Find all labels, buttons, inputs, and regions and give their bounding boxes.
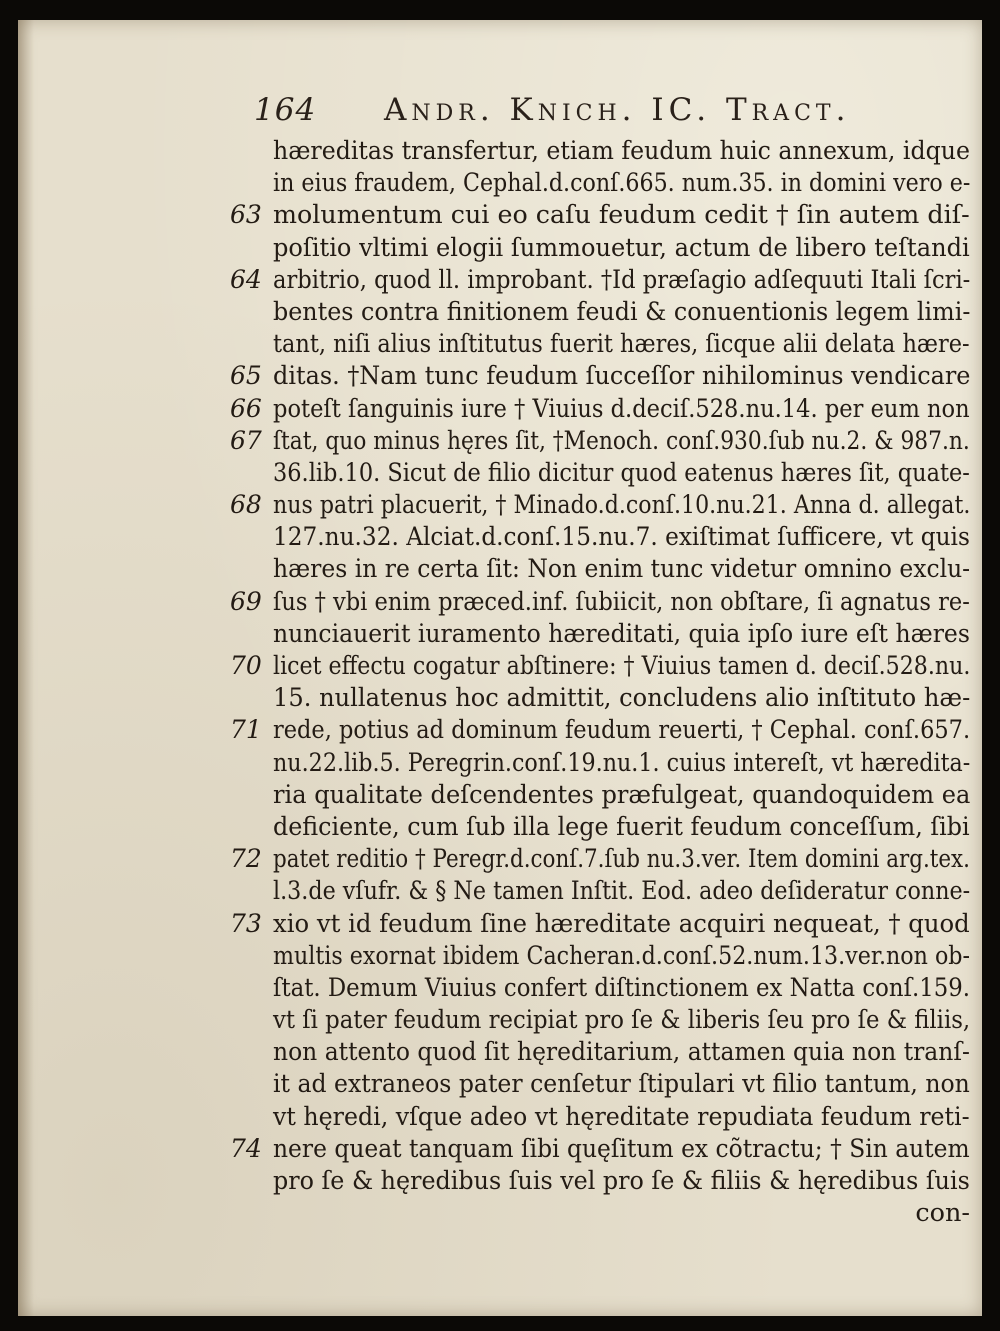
running-head: Andr. Knich. IC. Tract. <box>384 92 851 128</box>
line-text: rede, potius ad dominum feudum reuerti, † Cephal. conſ.657. <box>273 715 971 746</box>
line-text: arbitrio, quod ll. improbant. †Id præſagio adſequuti Itali ſcri- <box>273 264 971 295</box>
line-text: multis exornat ibidem Cacheran.d.conſ.52.num.13.ver.non ob- <box>273 940 970 971</box>
line-text: ſtat, quo minus hęres ſit, †Menoch. conſ.930.ſub nu.2. & 987.n. <box>273 425 970 456</box>
line-text: non attento quod ſit hęreditarium, attamen quia non tranſ- <box>273 1037 970 1068</box>
margin-note-number: 67 <box>230 425 262 455</box>
margin-note-number: 69 <box>230 586 262 616</box>
text-line <box>230 811 970 843</box>
line-text: poſitio vltimi elogii ſummouetur, actum de libero teſtandi <box>273 232 970 263</box>
text-line <box>230 1004 970 1036</box>
line-text: deficiente, cum ſub illa lege fuerit feudum conceſſum, ſibi <box>273 811 970 842</box>
text-line <box>230 360 970 392</box>
text-line <box>230 135 970 167</box>
line-text: molumentum cui eo caſu feudum cedit † ſin autem diſ- <box>273 200 970 231</box>
line-text: ditas. †Nam tunc feudum ſucceſſor nihilominus vendicare <box>273 361 971 392</box>
text-line <box>230 972 970 1004</box>
text-line <box>230 199 970 231</box>
line-text: 127.nu.32. Alciat.d.conſ.15.nu.7. exiſtimat ſufficere, vt quis <box>273 522 970 553</box>
line-text: poteſt ſanguinis iure † Viuius d.deciſ.528.nu.14. per eum non <box>273 393 970 424</box>
text-line <box>230 264 970 296</box>
line-text: tant, niſi alius inſtitutus fuerit hæres, ſicque alii delata hære- <box>273 329 970 360</box>
text-line <box>230 940 970 972</box>
line-text: 36.lib.10. Sicut de filio dicitur quod eatenus hæres ſit, quate- <box>273 457 970 488</box>
margin-note-number: 64 <box>230 264 262 294</box>
text-line <box>230 650 970 682</box>
line-text: bentes contra finitionem feudi & conuentionis legem limi- <box>273 296 971 327</box>
line-text: it ad extraneos pater cenſetur ſtipulari vt filio tantum, non <box>273 1069 970 1100</box>
line-text: patet reditio † Peregr.d.conſ.7.ſub nu.3.ver. Item domini arg.tex. <box>273 844 970 875</box>
text-line <box>230 167 970 199</box>
line-text: ſtat. Demum Viuius confert diſtinctionem ex Natta conſ.159. <box>273 972 971 1003</box>
text-line <box>230 843 970 875</box>
text-line <box>230 875 970 907</box>
text-line <box>230 714 970 746</box>
text-line <box>230 457 970 489</box>
body-text <box>230 135 970 1229</box>
text-line <box>230 1133 970 1165</box>
margin-note-number: 71 <box>230 715 262 745</box>
line-text: vt hęredi, vſque adeo vt hęreditate repudiata feudum reti- <box>273 1101 970 1132</box>
line-text: nu.22.lib.5. Peregrin.conſ.19.nu.1. cuius intereſt, vt hæredita- <box>273 747 971 778</box>
line-text: ſus † vbi enim præced.inf. ſubiicit, non obſtare, ſi agnatus re- <box>273 586 970 617</box>
line-text: hæres in re certa ſit: Non enim tunc videtur omnino exclu- <box>273 554 971 585</box>
text-line <box>230 682 970 714</box>
text-line <box>230 1036 970 1068</box>
page-number: 164 <box>254 92 317 128</box>
text-line <box>230 1101 970 1133</box>
text-line <box>230 1197 970 1229</box>
book-page <box>18 20 982 1316</box>
text-line <box>230 618 970 650</box>
text-line <box>230 1068 970 1100</box>
margin-note-number: 68 <box>230 490 262 520</box>
line-text: con- <box>915 1198 970 1229</box>
line-text: hæreditas transfertur, etiam feudum huic annexum, idque <box>273 136 970 166</box>
text-line <box>230 328 970 360</box>
line-text: l.3.de vſufr. & § Ne tamen Inſtit. Eod. adeo deſideratur conne- <box>273 876 971 907</box>
text-line <box>230 489 970 521</box>
text-line <box>230 521 970 553</box>
line-text: nunciauerit iuramento hæreditati, quia ipſo iure eſt hæres <box>273 618 970 649</box>
line-text: 15. nullatenus hoc admittit, concludens alio inſtituto hæ- <box>273 683 971 714</box>
page-header <box>254 92 864 136</box>
text-line <box>230 586 970 618</box>
margin-note-number: 72 <box>230 844 262 874</box>
line-text: pro ſe & hęredibus ſuis vel pro ſe & filiis & hęredibus ſuis <box>273 1166 970 1196</box>
line-text: vt ſi pater feudum recipiat pro ſe & liberis ſeu pro ſe & filiis, <box>273 1005 971 1036</box>
line-text: nus patri placuerit, † Minado.d.conſ.10.nu.21. Anna d. allegat. <box>273 490 971 521</box>
line-text: licet effectu cogatur abſtinere: † Viuius tamen d. deciſ.528.nu. <box>273 651 971 681</box>
text-line <box>230 1165 970 1197</box>
margin-note-number: 65 <box>230 361 262 391</box>
line-text: nere queat tanquam ſibi quęſitum ex cõtractu; † Sin autem <box>273 1133 970 1164</box>
text-line <box>230 232 970 264</box>
margin-note-number: 74 <box>230 1133 262 1163</box>
text-line <box>230 553 970 585</box>
text-line <box>230 779 970 811</box>
line-text: xio vt id feudum ſine hæreditate acquiri nequeat, † quod <box>273 908 970 939</box>
page-gutter-shadow <box>18 20 34 1316</box>
margin-note-number: 70 <box>230 651 262 680</box>
margin-note-number: 73 <box>230 908 262 938</box>
line-text: ria qualitate deſcendentes præfulgeat, quandoquidem ea <box>273 779 971 810</box>
text-line <box>230 393 970 425</box>
margin-note-number: 63 <box>230 200 262 230</box>
text-line <box>230 747 970 779</box>
text-line <box>230 425 970 457</box>
line-text: in eius fraudem, Cephal.d.conſ.665. num.35. in domini vero e- <box>273 168 971 199</box>
text-line <box>230 908 970 940</box>
margin-note-number: 66 <box>230 393 262 423</box>
text-line <box>230 296 970 328</box>
